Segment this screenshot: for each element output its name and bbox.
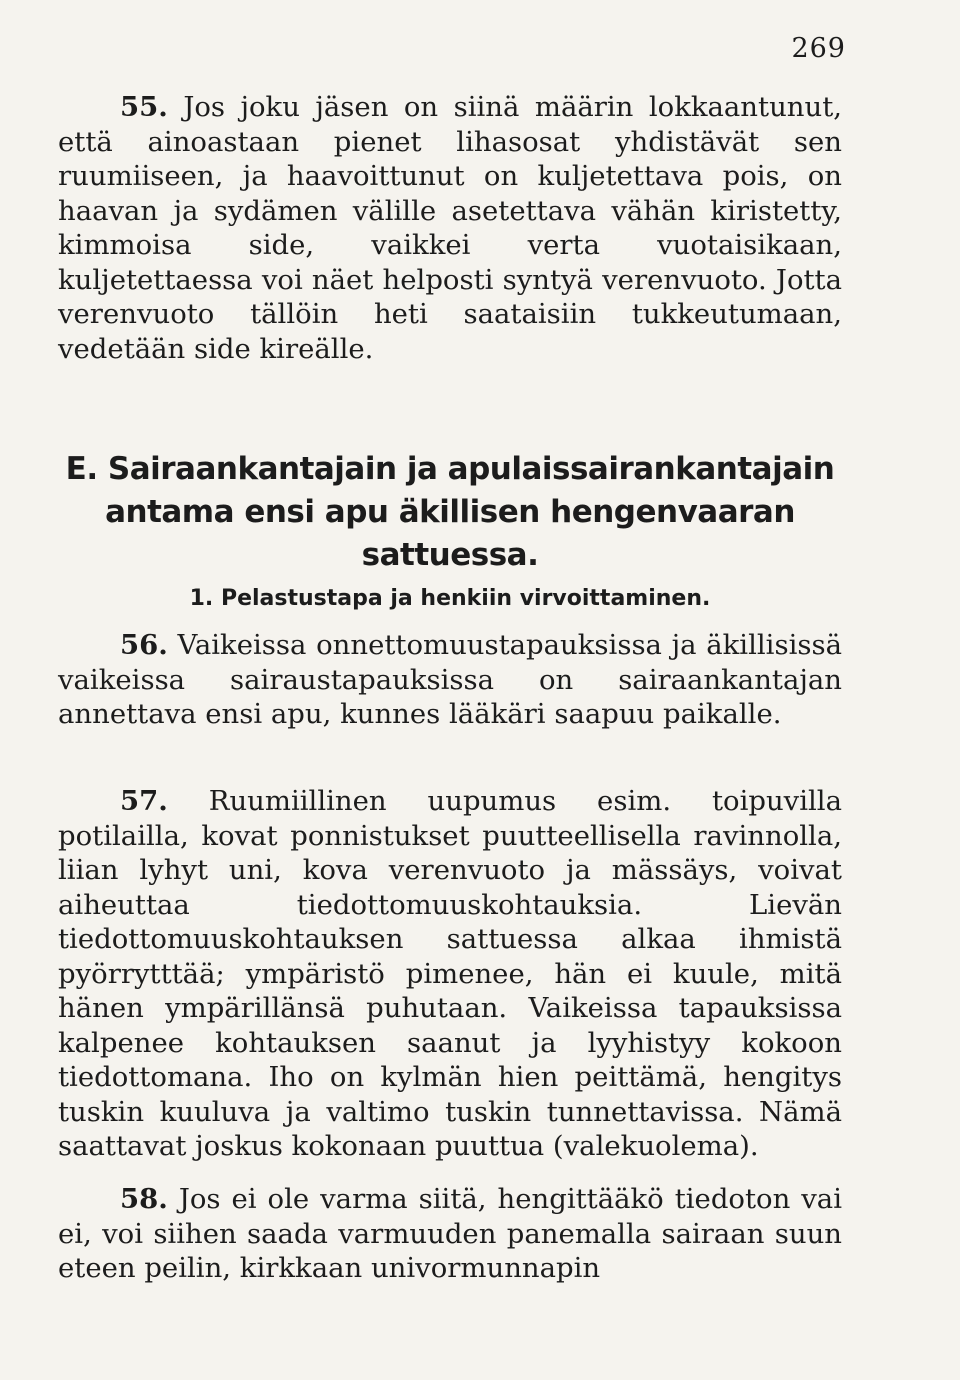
paragraph-text: Jos ei ole varma siitä, hengittääkö tiedoton vai ei, voi siihen saada varmuuden panemalla sairaan suun eteen peilin, kirkkaan univormunnapin [58, 1183, 842, 1284]
paragraph-number: 56. [120, 629, 168, 661]
paragraph-text: Ruumiillinen uupumus esim. toipuvilla potilailla, kovat ponnistukset puutteellisella ravinnolla, liian lyhyt uni, kova verenvuoto ja mässäys, voivat aiheuttaa tiedottomuuskohtauksia. Lievän tiedottomuuskohtauksen sattuessa alkaa ihmistä pyörrytttää; ympäristö pimenee, hän ei kuule, mitä hänen ympärillänsä puhutaan. Vaikeissa tapauksissa kalpenee kohtauksen saanut ja lyyhistyy kokoon tiedottomana. Iho on kylmän hien peittämä, hengitys tuskin kuuluva ja valtimo tuskin tunnettavissa. Nämä saattavat joskus kokonaan puuttua (valekuolema). [58, 785, 842, 1162]
section-heading-e: E. Sairaankantajain ja apulaissairankantajain antama ensi apu äkillisen hengenvaaran sattuessa. [65, 451, 835, 573]
paragraph-57 [58, 784, 842, 1164]
paragraph-number: 58. [120, 1183, 168, 1215]
paragraph-number: 55. [120, 91, 168, 123]
paragraph-58 [58, 1182, 842, 1286]
paragraph-text: Jos joku jäsen on siinä määrin lokkaantunut, että ainoastaan pienet lihasosat yhdistävät sen ruumiiseen, ja haavoittunut on kuljetettava pois, on haavan ja sydämen välille asetettava vähän kiristetty, kimmoisa side, vaikkei verta vuotaisikaan, kuljetettaessa voi näet helposti syntyä verenvuoto. Jotta verenvuoto tällöin heti saataisiin tukkeutumaan, vedetään side kireälle. [58, 91, 842, 365]
paragraph-56 [58, 628, 842, 732]
paragraph-55 [58, 90, 842, 366]
paragraph-number: 57. [120, 785, 168, 817]
subsection-heading-1: 1. Pelastustapa ja henkiin virvoittaminen. [189, 586, 711, 611]
paragraph-text: Vaikeissa onnettomuustapauksissa ja äkillisissä vaikeissa sairaustapauksissa on sairaankantajan annettava ensi apu, kunnes lääkäri saapuu paikalle. [58, 629, 842, 730]
page-number: 269 [791, 33, 846, 64]
